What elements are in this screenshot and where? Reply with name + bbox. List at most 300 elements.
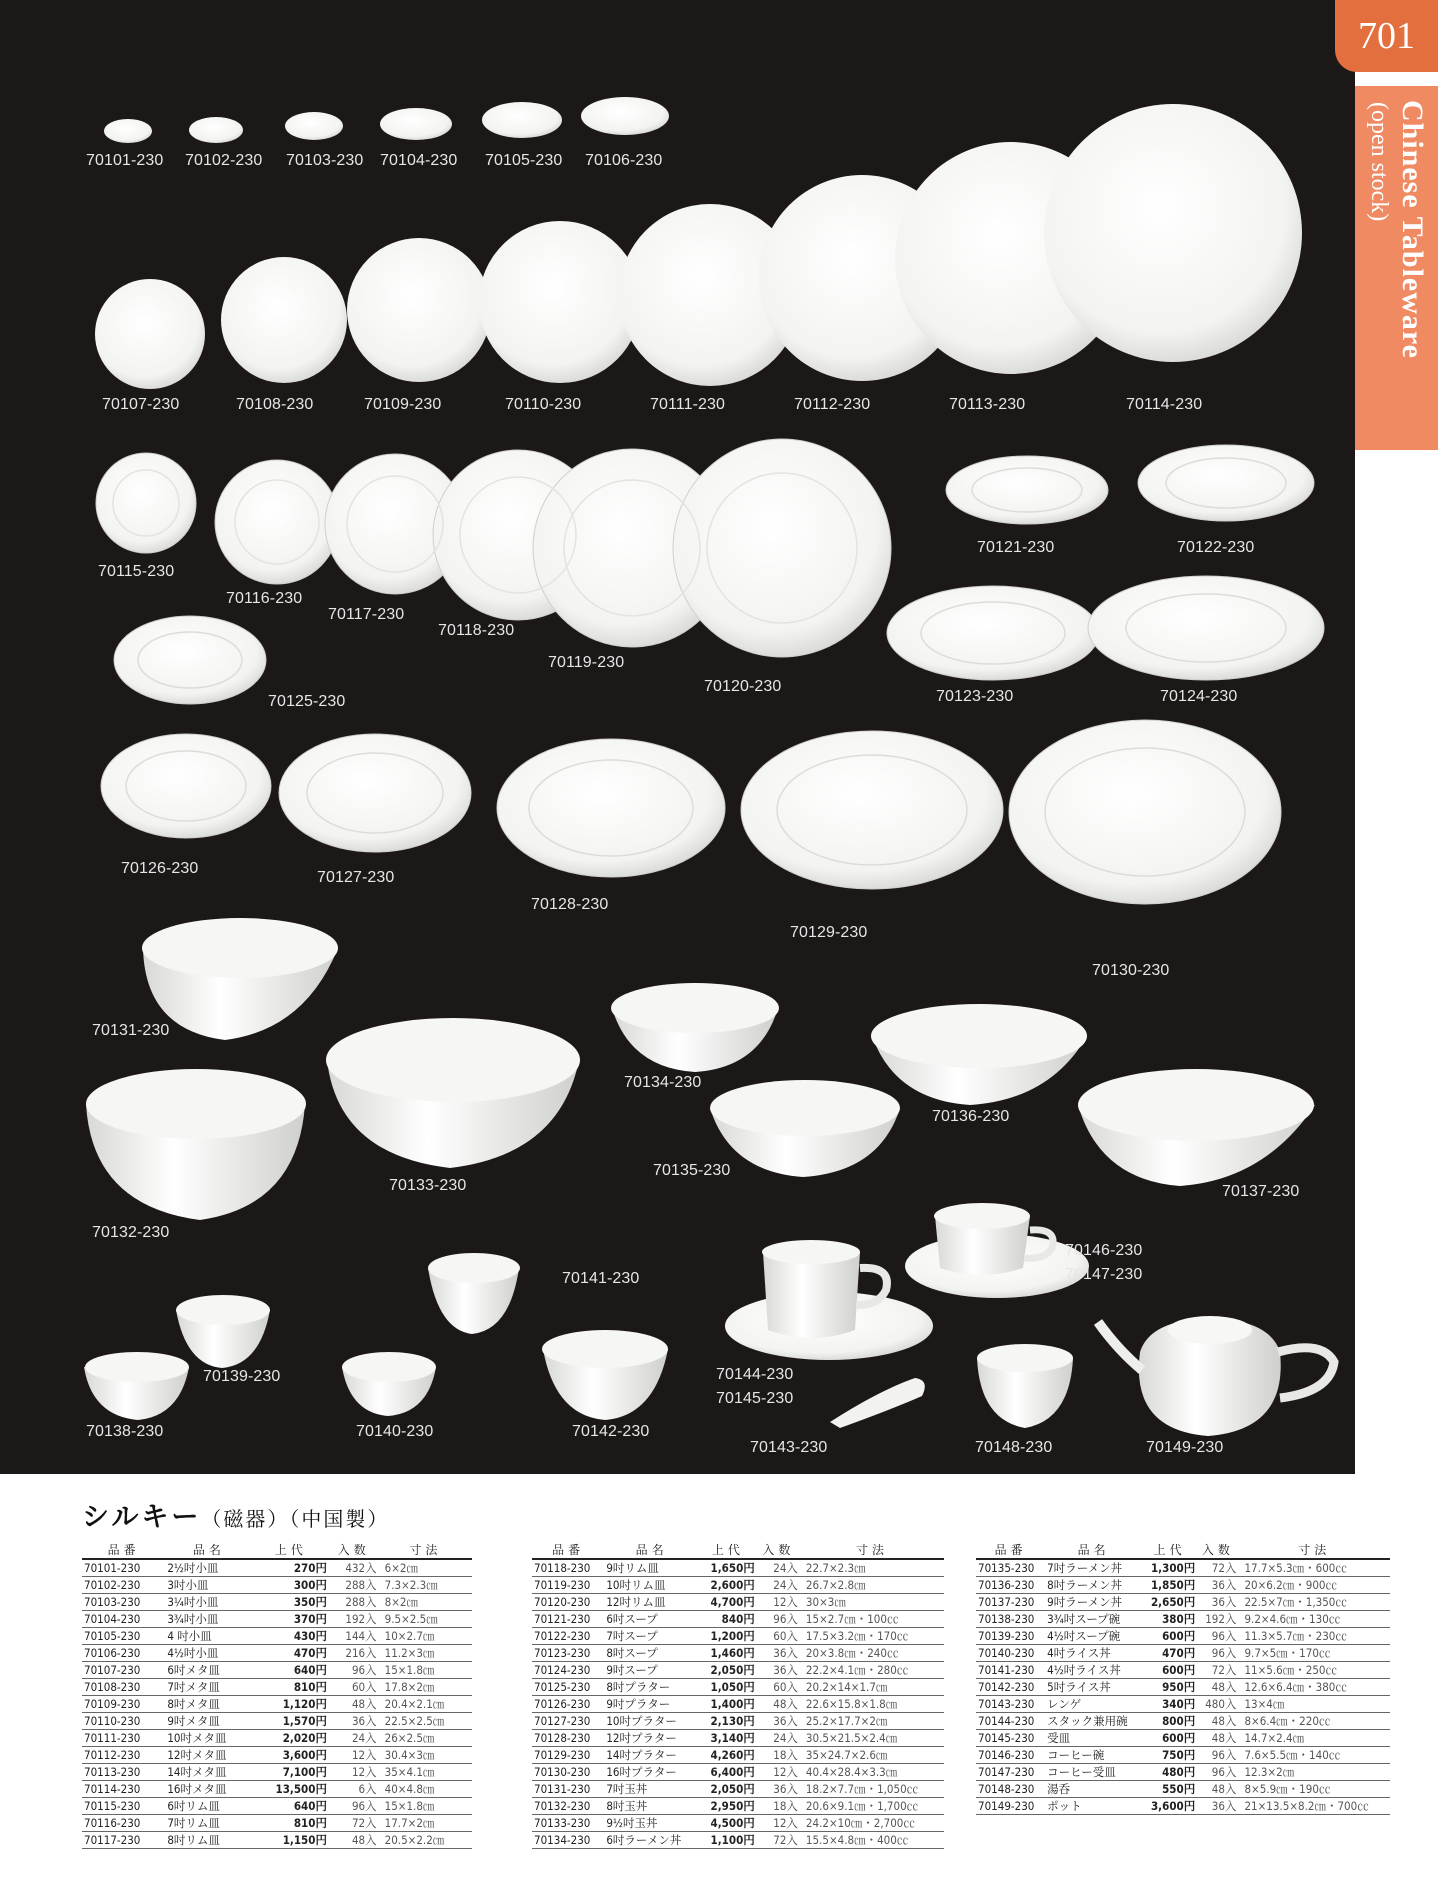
- item-code: 70117-230: [82, 1832, 165, 1849]
- item-quantity: 36入: [757, 1781, 800, 1798]
- table-row: [82, 1764, 472, 1781]
- item-code: 70136-230: [976, 1577, 1045, 1594]
- table-row: [82, 1594, 472, 1611]
- item-quantity: 12入: [757, 1594, 800, 1611]
- item-size: 22.5×2.5㎝: [379, 1713, 472, 1730]
- table-row: [976, 1713, 1390, 1730]
- item-quantity: 36入: [1197, 1798, 1238, 1815]
- item-name: 8吋スープ: [604, 1645, 699, 1662]
- item-code: 70101-230: [82, 1559, 165, 1577]
- item-size: 12.3×2㎝: [1238, 1764, 1390, 1781]
- item-size: 17.7×2㎝: [379, 1815, 472, 1832]
- table-row: [976, 1662, 1390, 1679]
- item-size: 11.2×3㎝: [379, 1645, 472, 1662]
- item-price: 370円: [252, 1611, 328, 1628]
- item-code: 70142-230: [976, 1679, 1045, 1696]
- table-row: [532, 1594, 944, 1611]
- item-size: 35×24.7×2.6㎝: [800, 1747, 944, 1764]
- item-name: ポット: [1045, 1798, 1142, 1815]
- item-name: 4½吋スープ碗: [1045, 1628, 1142, 1645]
- price-table-3: [976, 1541, 1390, 1815]
- spoon-70143: [830, 1378, 925, 1428]
- series-name: シルキー: [82, 1502, 202, 1533]
- item-size: 13×4㎝: [1238, 1696, 1390, 1713]
- item-quantity: 12入: [757, 1764, 800, 1781]
- item-price: 3,600円: [252, 1747, 328, 1764]
- item-quantity: 192入: [329, 1611, 379, 1628]
- item-name: スタック兼用碗: [1045, 1713, 1142, 1730]
- plate-70107: [95, 279, 205, 389]
- photo-label: 70147-230: [1065, 1266, 1143, 1283]
- item-name: 7吋玉丼: [604, 1781, 699, 1798]
- item-quantity: 12入: [757, 1815, 800, 1832]
- photo-label: 70109-230: [364, 396, 442, 413]
- item-size: 25.2×17.7×2㎝: [800, 1713, 944, 1730]
- table-row: [532, 1628, 944, 1645]
- item-quantity: 48入: [1197, 1781, 1238, 1798]
- table-row: [82, 1747, 472, 1764]
- item-price: 1,150円: [252, 1832, 328, 1849]
- table-row: [532, 1559, 944, 1577]
- item-price: 1,300円: [1142, 1559, 1197, 1577]
- item-code: 70124-230: [532, 1662, 604, 1679]
- item-price: 750円: [1142, 1747, 1197, 1764]
- photo-label: 70124-230: [1160, 688, 1238, 705]
- table-row: [976, 1559, 1390, 1577]
- photo-label: 70137-230: [1222, 1183, 1300, 1200]
- table-row: [532, 1577, 944, 1594]
- item-name: コーヒー碗: [1045, 1747, 1142, 1764]
- item-name: 3¼吋小皿: [165, 1594, 252, 1611]
- plate-70108: [221, 257, 347, 383]
- item-size: 8×5.9㎝・190㏄: [1238, 1781, 1390, 1798]
- item-code: 70120-230: [532, 1594, 604, 1611]
- photo-label: 70144-230: [716, 1366, 794, 1383]
- item-quantity: 96入: [1197, 1645, 1238, 1662]
- item-code: 70113-230: [82, 1764, 165, 1781]
- table-row: [532, 1832, 944, 1849]
- item-size: 26.7×2.8㎝: [800, 1577, 944, 1594]
- item-size: 22.2×4.1㎝・280㏄: [800, 1662, 944, 1679]
- item-size: 30.4×3㎝: [379, 1747, 472, 1764]
- item-code: 70145-230: [976, 1730, 1045, 1747]
- photo-label: 70102-230: [185, 152, 263, 169]
- item-quantity: 72入: [1197, 1559, 1238, 1577]
- photo-label: 70125-230: [268, 693, 346, 710]
- item-code: 70139-230: [976, 1628, 1045, 1645]
- item-price: 600円: [1142, 1730, 1197, 1747]
- item-code: 70122-230: [532, 1628, 604, 1645]
- item-size: 20.5×2.2㎝: [379, 1832, 472, 1849]
- item-name: 12吋メタ皿: [165, 1747, 252, 1764]
- column-header: 品番: [976, 1541, 1045, 1559]
- item-quantity: 48入: [757, 1696, 800, 1713]
- photo-label: 70130-230: [1092, 962, 1170, 979]
- item-quantity: 96入: [329, 1798, 379, 1815]
- item-size: 26×2.5㎝: [379, 1730, 472, 1747]
- item-code: 70121-230: [532, 1611, 604, 1628]
- rim-plate-70116: [215, 460, 339, 584]
- table-row: [976, 1628, 1390, 1645]
- photo-label: 70127-230: [317, 869, 395, 886]
- photo-label: 70131-230: [92, 1022, 170, 1039]
- item-size: 7.6×5.5㎝・140㏄: [1238, 1747, 1390, 1764]
- section-tab: [1355, 86, 1438, 450]
- item-size: 35×4.1㎝: [379, 1764, 472, 1781]
- item-size: 14.7×2.4㎝: [1238, 1730, 1390, 1747]
- item-code: 70105-230: [82, 1628, 165, 1645]
- column-header: 品番: [82, 1541, 165, 1559]
- item-size: 20.6×9.1㎝・1,700㏄: [800, 1798, 944, 1815]
- item-name: 4½吋ライス丼: [1045, 1662, 1142, 1679]
- item-name: 6吋スープ: [604, 1611, 699, 1628]
- table-row: [82, 1713, 472, 1730]
- table-row: [82, 1628, 472, 1645]
- item-price: 1,120円: [252, 1696, 328, 1713]
- photo-label: 70145-230: [716, 1390, 794, 1407]
- item-size: 40.4×28.4×3.3㎝: [800, 1764, 944, 1781]
- item-size: 15.5×4.8㎝・400㏄: [800, 1832, 944, 1849]
- item-code: 70135-230: [976, 1559, 1045, 1577]
- item-price: 800円: [1142, 1713, 1197, 1730]
- photo-label: 70132-230: [92, 1224, 170, 1241]
- item-name: 10吋メタ皿: [165, 1730, 252, 1747]
- item-name: 7吋スープ: [604, 1628, 699, 1645]
- item-code: 70118-230: [532, 1559, 604, 1577]
- item-quantity: 72入: [1197, 1662, 1238, 1679]
- item-quantity: 96入: [1197, 1628, 1238, 1645]
- item-size: 6×2㎝: [379, 1559, 472, 1577]
- photo-label: 70106-230: [585, 152, 663, 169]
- item-quantity: 24入: [757, 1730, 800, 1747]
- table-row: [82, 1696, 472, 1713]
- photo-label: 70107-230: [102, 396, 180, 413]
- item-quantity: 288入: [329, 1594, 379, 1611]
- item-name: 6吋リム皿: [165, 1798, 252, 1815]
- table-row: [532, 1798, 944, 1815]
- plate-70114: [1044, 104, 1302, 362]
- item-size: 15×1.8㎝: [379, 1798, 472, 1815]
- table-row: [976, 1781, 1390, 1798]
- item-price: 1,570円: [252, 1713, 328, 1730]
- photo-label: 70120-230: [704, 678, 782, 695]
- item-size: 8×6.4㎝・220㏄: [1238, 1713, 1390, 1730]
- item-quantity: 192入: [1197, 1611, 1238, 1628]
- item-name: 2½吋小皿: [165, 1559, 252, 1577]
- item-size: 12.6×6.4㎝・380㏄: [1238, 1679, 1390, 1696]
- item-name: 8吋メタ皿: [165, 1696, 252, 1713]
- item-name: 4½吋小皿: [165, 1645, 252, 1662]
- price-table-2: [532, 1541, 944, 1849]
- table-row: [82, 1679, 472, 1696]
- item-quantity: 96入: [757, 1611, 800, 1628]
- item-price: 2,950円: [699, 1798, 757, 1815]
- item-size: 20.2×14×1.7㎝: [800, 1679, 944, 1696]
- table-row: [532, 1764, 944, 1781]
- photo-label: 70119-230: [548, 654, 625, 671]
- photo-label: 70135-230: [653, 1162, 731, 1179]
- item-name: 9吋メタ皿: [165, 1713, 252, 1730]
- item-price: 13,500円: [252, 1781, 328, 1798]
- series-heading: [82, 1495, 389, 1534]
- table-row: [976, 1577, 1390, 1594]
- item-code: 70103-230: [82, 1594, 165, 1611]
- table-row: [82, 1577, 472, 1594]
- item-code: 70107-230: [82, 1662, 165, 1679]
- item-quantity: 96入: [1197, 1747, 1238, 1764]
- table-row: [532, 1662, 944, 1679]
- soup-plate-70124: [1088, 576, 1324, 680]
- item-name: 8吋リム皿: [165, 1832, 252, 1849]
- item-price: 1,460円: [699, 1645, 757, 1662]
- soup-plate-70123: [887, 586, 1099, 680]
- item-price: 1,850円: [1142, 1577, 1197, 1594]
- item-price: 600円: [1142, 1662, 1197, 1679]
- item-quantity: 36入: [1197, 1577, 1238, 1594]
- dish-70106: [581, 97, 669, 135]
- item-name: 8吋ラーメン丼: [1045, 1577, 1142, 1594]
- table-header-row: [532, 1541, 944, 1559]
- item-price: 1,650円: [699, 1559, 757, 1577]
- item-price: 430円: [252, 1628, 328, 1645]
- page-number: 701: [1335, 0, 1438, 72]
- item-quantity: 12入: [329, 1764, 379, 1781]
- photo-label: 70122-230: [1177, 539, 1255, 556]
- table-header-row: [82, 1541, 472, 1559]
- item-quantity: 48入: [1197, 1713, 1238, 1730]
- item-code: 70104-230: [82, 1611, 165, 1628]
- table-row: [532, 1645, 944, 1662]
- item-name: 9吋ラーメン丼: [1045, 1594, 1142, 1611]
- soup-plate-70121: [946, 456, 1108, 524]
- photo-label: 70111-230: [650, 396, 726, 413]
- item-quantity: 96入: [1197, 1764, 1238, 1781]
- item-price: 300円: [252, 1577, 328, 1594]
- item-code: 70133-230: [532, 1815, 604, 1832]
- plate-70110: [479, 221, 641, 383]
- item-price: 350円: [252, 1594, 328, 1611]
- item-price: 270円: [252, 1559, 328, 1577]
- item-code: 70127-230: [532, 1713, 604, 1730]
- item-code: 70115-230: [82, 1798, 165, 1815]
- item-code: 70141-230: [976, 1662, 1045, 1679]
- table-row: [82, 1815, 472, 1832]
- photo-label: 70108-230: [236, 396, 314, 413]
- item-price: 600円: [1142, 1628, 1197, 1645]
- item-code: 70146-230: [976, 1747, 1045, 1764]
- item-quantity: 72入: [329, 1815, 379, 1832]
- item-name: 8吋プラター: [604, 1679, 699, 1696]
- item-size: 24.2×10㎝・2,700㏄: [800, 1815, 944, 1832]
- column-header: 入数: [1197, 1541, 1238, 1559]
- item-size: 17.8×2㎝: [379, 1679, 472, 1696]
- item-size: 10×2.7㎝: [379, 1628, 472, 1645]
- photo-label: 70143-230: [750, 1439, 828, 1456]
- item-quantity: 60入: [757, 1628, 800, 1645]
- item-code: 70106-230: [82, 1645, 165, 1662]
- photo-label: 70114-230: [1126, 396, 1203, 413]
- item-quantity: 480入: [1197, 1696, 1238, 1713]
- item-code: 70128-230: [532, 1730, 604, 1747]
- photo-label: 70139-230: [203, 1368, 281, 1385]
- item-name: 3吋小皿: [165, 1577, 252, 1594]
- item-price: 2,130円: [699, 1713, 757, 1730]
- column-header: 寸法: [379, 1541, 472, 1559]
- item-size: 30×3㎝: [800, 1594, 944, 1611]
- item-size: 20×6.2㎝・900㏄: [1238, 1577, 1390, 1594]
- item-price: 3,140円: [699, 1730, 757, 1747]
- item-price: 1,200円: [699, 1628, 757, 1645]
- item-size: 17.7×5.3㎝・600㏄: [1238, 1559, 1390, 1577]
- column-header: 品名: [165, 1541, 252, 1559]
- photo-label: 70115-230: [98, 563, 175, 580]
- item-price: 380円: [1142, 1611, 1197, 1628]
- item-size: 9.2×4.6㎝・130㏄: [1238, 1611, 1390, 1628]
- table-row: [532, 1713, 944, 1730]
- dish-70101: [104, 119, 152, 143]
- column-header: 寸法: [1238, 1541, 1390, 1559]
- item-price: 640円: [252, 1798, 328, 1815]
- item-name: 湯呑: [1045, 1781, 1142, 1798]
- item-quantity: 288入: [329, 1577, 379, 1594]
- item-size: 9.7×5㎝・170㏄: [1238, 1645, 1390, 1662]
- item-name: 14吋プラター: [604, 1747, 699, 1764]
- item-name: 14吋メタ皿: [165, 1764, 252, 1781]
- item-code: 70116-230: [82, 1815, 165, 1832]
- item-price: 2,050円: [699, 1781, 757, 1798]
- item-price: 3,600円: [1142, 1798, 1197, 1815]
- item-size: 20.4×2.1㎝: [379, 1696, 472, 1713]
- item-price: 840円: [699, 1611, 757, 1628]
- item-name: 5吋ライス丼: [1045, 1679, 1142, 1696]
- item-name: 16吋プラター: [604, 1764, 699, 1781]
- item-price: 7,100円: [252, 1764, 328, 1781]
- dish-70105: [482, 102, 562, 138]
- photo-label: 70118-230: [438, 622, 515, 639]
- photo-label: 70121-230: [977, 539, 1055, 556]
- item-code: 70123-230: [532, 1645, 604, 1662]
- photo-label: 70126-230: [121, 860, 199, 877]
- item-price: 6,400円: [699, 1764, 757, 1781]
- item-size: 40×4.8㎝: [379, 1781, 472, 1798]
- item-quantity: 48入: [1197, 1679, 1238, 1696]
- photo-label: 70116-230: [226, 590, 303, 607]
- item-name: 9吋スープ: [604, 1662, 699, 1679]
- item-size: 18.2×7.7㎝・1,050㏄: [800, 1781, 944, 1798]
- item-name: 受皿: [1045, 1730, 1142, 1747]
- item-quantity: 48入: [329, 1832, 379, 1849]
- item-price: 480円: [1142, 1764, 1197, 1781]
- table-row: [82, 1730, 472, 1747]
- plate-70109: [347, 238, 491, 382]
- photo-label: 70138-230: [86, 1423, 164, 1440]
- item-code: 70111-230: [82, 1730, 165, 1747]
- photo-label: 70113-230: [949, 396, 1026, 413]
- item-price: 4,700円: [699, 1594, 757, 1611]
- table-row: [532, 1730, 944, 1747]
- item-code: 70108-230: [82, 1679, 165, 1696]
- item-size: 7.3×2.3㎝: [379, 1577, 472, 1594]
- item-price: 2,650円: [1142, 1594, 1197, 1611]
- item-code: 70119-230: [532, 1577, 604, 1594]
- item-code: 70134-230: [532, 1832, 604, 1849]
- item-size: 15×1.8㎝: [379, 1662, 472, 1679]
- table-row: [82, 1559, 472, 1577]
- item-name: 9吋プラター: [604, 1696, 699, 1713]
- item-quantity: 60入: [757, 1679, 800, 1696]
- item-name: 9吋リム皿: [604, 1559, 699, 1577]
- item-code: 70125-230: [532, 1679, 604, 1696]
- item-size: 17.5×3.2㎝・170㏄: [800, 1628, 944, 1645]
- item-name: 12吋リム皿: [604, 1594, 699, 1611]
- item-name: 7吋リム皿: [165, 1815, 252, 1832]
- dish-70103: [285, 112, 343, 140]
- item-size: 11.3×5.7㎝・230㏄: [1238, 1628, 1390, 1645]
- item-quantity: 18入: [757, 1798, 800, 1815]
- item-price: 4,260円: [699, 1747, 757, 1764]
- item-quantity: 144入: [329, 1628, 379, 1645]
- item-quantity: 6入: [329, 1781, 379, 1798]
- photo-label: 70123-230: [936, 688, 1014, 705]
- photo-label: 70112-230: [794, 396, 871, 413]
- item-quantity: 12入: [329, 1747, 379, 1764]
- item-price: 470円: [252, 1645, 328, 1662]
- item-quantity: 48入: [1197, 1730, 1238, 1747]
- price-table-1: [82, 1541, 472, 1849]
- table-row: [82, 1662, 472, 1679]
- column-header: 品名: [604, 1541, 699, 1559]
- column-header: 品名: [1045, 1541, 1142, 1559]
- item-quantity: 36入: [1197, 1594, 1238, 1611]
- photo-label: 70146-230: [1065, 1242, 1143, 1259]
- platter-70127: [279, 734, 471, 852]
- item-size: 8×2㎝: [379, 1594, 472, 1611]
- table-row: [82, 1798, 472, 1815]
- item-quantity: 24入: [329, 1730, 379, 1747]
- photo-label: 70148-230: [975, 1439, 1053, 1456]
- table-row: [532, 1781, 944, 1798]
- item-quantity: 36入: [757, 1662, 800, 1679]
- item-code: 70149-230: [976, 1798, 1045, 1815]
- photo-label: 70133-230: [389, 1177, 467, 1194]
- item-quantity: 36入: [329, 1713, 379, 1730]
- item-size: 30.5×21.5×2.4㎝: [800, 1730, 944, 1747]
- soup-plate-70122: [1138, 445, 1314, 521]
- item-quantity: 24入: [757, 1577, 800, 1594]
- item-code: 70130-230: [532, 1764, 604, 1781]
- item-code: 70138-230: [976, 1611, 1045, 1628]
- item-quantity: 18入: [757, 1747, 800, 1764]
- section-title: Chinese Tableware: [1396, 100, 1429, 359]
- item-name: 12吋プラター: [604, 1730, 699, 1747]
- item-quantity: 60入: [329, 1679, 379, 1696]
- table-row: [976, 1764, 1390, 1781]
- item-quantity: 216入: [329, 1645, 379, 1662]
- item-price: 950円: [1142, 1679, 1197, 1696]
- item-price: 4,500円: [699, 1815, 757, 1832]
- item-quantity: 36入: [757, 1713, 800, 1730]
- column-header: 品番: [532, 1541, 604, 1559]
- item-price: 340円: [1142, 1696, 1197, 1713]
- item-size: 15×2.7㎝・100㏄: [800, 1611, 944, 1628]
- table-row: [976, 1611, 1390, 1628]
- item-size: 20×3.8㎝・240㏄: [800, 1645, 944, 1662]
- table-row: [976, 1645, 1390, 1662]
- item-price: 1,100円: [699, 1832, 757, 1849]
- column-header: 入数: [329, 1541, 379, 1559]
- table-row: [532, 1611, 944, 1628]
- item-size: 22.5×7㎝・1,350㏄: [1238, 1594, 1390, 1611]
